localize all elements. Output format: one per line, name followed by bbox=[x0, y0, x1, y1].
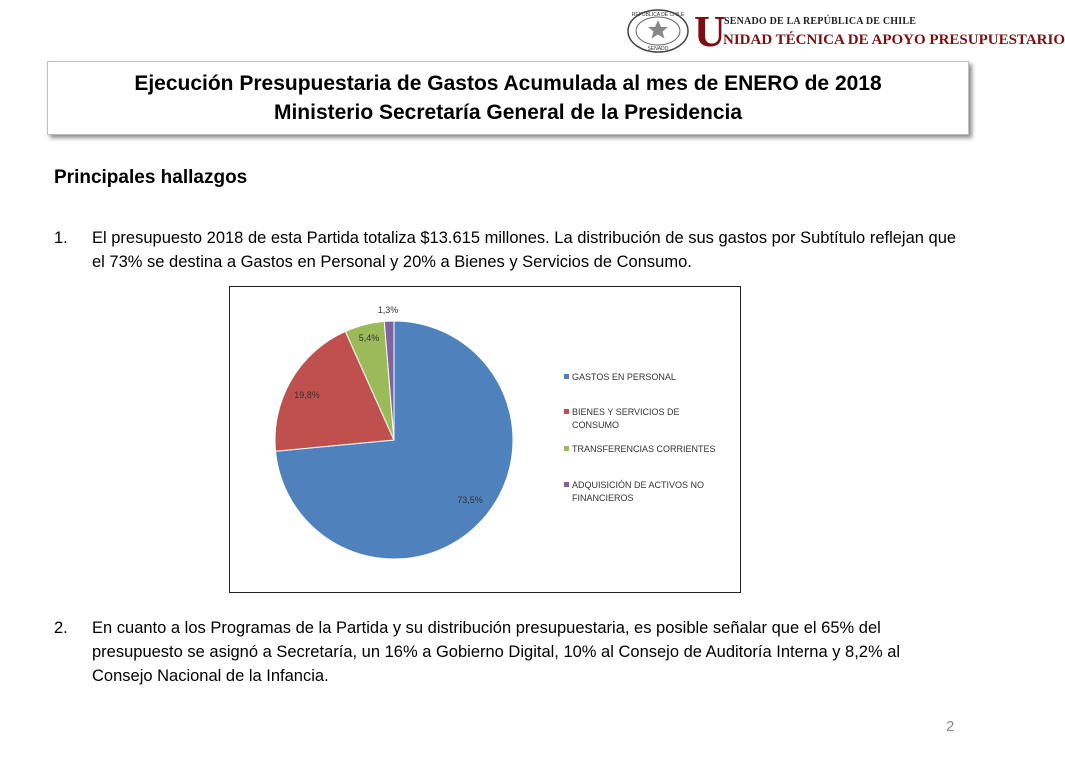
slide-title-line1: Ejecución Presupuestaria de Gastos Acumulada al mes de ENERO de 2018 bbox=[134, 72, 882, 95]
data-label-gastos-en-personal: 73,5% bbox=[457, 495, 483, 505]
seal-top-text: REPÚBLICA DE CHILE bbox=[631, 12, 685, 18]
logo-unit-text: NIDAD TÉCNICA DE APOYO PRESUPUESTARIO bbox=[723, 32, 1065, 48]
senate-logo bbox=[626, 7, 1065, 58]
slide-title-line2: Ministerio Secretaría General de la Presidencia bbox=[273, 101, 743, 124]
page-number: 2 bbox=[946, 718, 955, 735]
legend-swatch-bienes-y-servicios-de-consumo bbox=[564, 409, 569, 414]
finding-1-text: El presupuesto 2018 de esta Partida totaliza $13.615 millones. La distribución de sus gastos por Subtítulo reflejan que el 73% se destina a Gastos en Personal y 20% a Bienes y Servicios de Consumo. bbox=[92, 229, 957, 271]
legend-label-adquisicion-de-activos-no-financieros: ADQUISICIÓN DE ACTIVOS NO FINANCIEROS bbox=[572, 480, 705, 503]
seal-bottom-text: SENADO bbox=[647, 46, 669, 52]
legend-swatch-gastos-en-personal bbox=[564, 374, 569, 379]
senate-seal-icon bbox=[626, 8, 690, 54]
data-label-transferencias-corrientes: 5,4% bbox=[358, 333, 380, 343]
pie-chart bbox=[230, 287, 740, 592]
section-heading: Principales hallazgos bbox=[54, 167, 248, 188]
logo-big-letter: U bbox=[694, 7, 726, 56]
finding-2 bbox=[54, 616, 959, 688]
finding-2-text: En cuanto a los Programas de la Partida y su distribución presupuestaria, es posible señalar que el 65% del presupuesto se asignó a Secretaría, un 16% a Gobierno Digital, 10% al Consejo de Auditoría Interna y 8,2% al Consejo Nacional de la Infancia. bbox=[92, 619, 901, 685]
legend-label-bienes-y-servicios-de-consumo: BIENES Y SERVICIOS DE CONSUMO bbox=[572, 407, 680, 430]
finding-1-number: 1. bbox=[54, 229, 68, 247]
data-label-adquisicion-de-activos-no-financieros: 1,3% bbox=[377, 305, 399, 315]
logo-senate-text: SENADO DE LA REPÚBLICA DE CHILE bbox=[724, 16, 917, 27]
finding-2-number: 2. bbox=[54, 619, 68, 637]
data-label-bienes-y-servicios-de-consumo: 19,8% bbox=[294, 390, 320, 400]
slide-title-box bbox=[47, 61, 969, 135]
legend-label-gastos-en-personal: GASTOS EN PERSONAL bbox=[572, 372, 676, 382]
pie-chart-frame bbox=[229, 286, 741, 593]
legend-label-transferencias-corrientes: TRANSFERENCIAS CORRIENTES bbox=[572, 444, 716, 454]
finding-1 bbox=[54, 226, 959, 274]
legend-swatch-adquisicion-de-activos-no-financieros bbox=[564, 482, 569, 487]
legend-swatch-transferencias-corrientes bbox=[564, 446, 569, 451]
